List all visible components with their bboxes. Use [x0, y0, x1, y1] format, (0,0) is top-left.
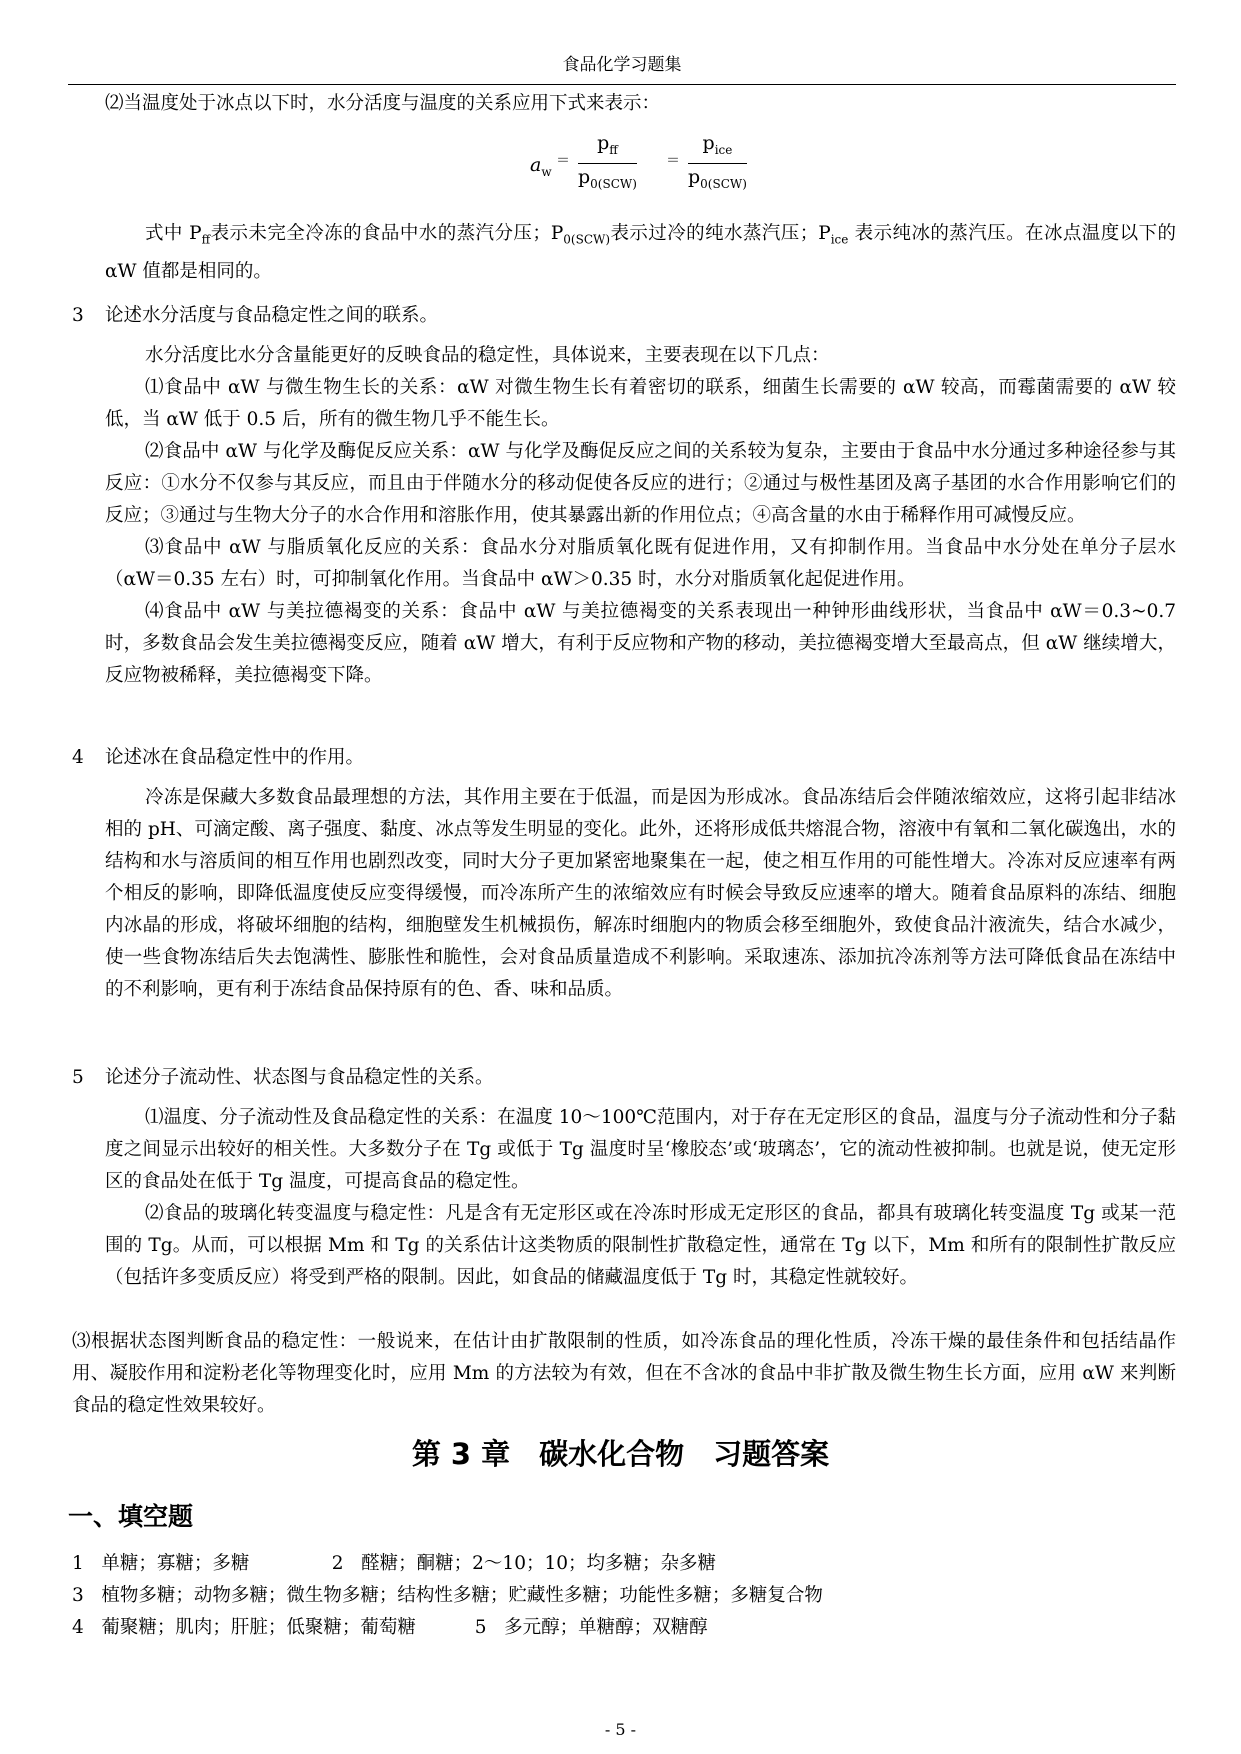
intro-text: ⑵当温度处于冰点以下时，水分活度与温度的关系应用下式来表示： [105, 93, 661, 114]
q5-paragraph-2: ⑵食品的玻璃化转变温度与稳定性：凡是含有无定形区或在冷冻时形成无定形区的食品，都具有玻璃化转变温度 Tg 或某一范围的 Tg。从而，可以根据 Mm 和 Tg 的关系估计这类物质的限制性扩散稳定性，通常在 Tg 以下，Mm 和所有的限制性扩散反应（包括许多变质反应）将受到严格的限制。因此，如食品的储藏温度低于 Tg 时，其稳定性就较好。 [105, 1203, 1176, 1288]
formula-explanation: 式中 $P_{ff}$表示未完全冷冻的食品中水的蒸汽分压；$P_{0(SCW)}$表示过冷的纯水蒸汽压；$P_{ice}$ 表示纯冰的蒸汽压。在冰点温度以下的 αW 值都是相同的。 [105, 223, 1177, 282]
header-rule [68, 84, 1176, 85]
question-5-answer-part-3 [72, 1326, 1176, 1422]
chapter-heading: 第 3 章 碳水化合物 习题答案 [411, 1437, 830, 1471]
question-4-title: 4 论述冰在食品稳定性中的作用。 [72, 747, 365, 768]
question-3-answer [105, 340, 1176, 692]
page-number: - 5 - [604, 1720, 637, 1739]
formula-fraction-1: $p_{ff}$ $p_{0(SCW)}$ [578, 132, 637, 191]
intro-line [105, 88, 1176, 120]
question-5-title: 5 论述分子流动性、状态图与食品稳定性的关系。 [72, 1067, 494, 1088]
question-3-title: 3 论述水分活度与食品稳定性之间的联系。 [72, 305, 439, 326]
q5-paragraph-1: ⑴温度、分子流动性及食品稳定性的关系：在温度 10～100℃范围内，对于存在无定形区的食品，温度与分子流动性和分子黏度之间显示出较好的相关性。大多数分子在 Tg 或低于 Tg 温度时呈‘橡胶态’或‘玻璃态’，它的流动性被抑制。也就是说，使无定形区的食品处在低于 Tg 温度，可提高食品的稳定性。 [105, 1107, 1176, 1192]
q3-paragraph-3: ⑶食品中 αW 与脂质氧化反应的关系：食品水分对脂质氧化既有促进作用，又有抑制作用。当食品中水分处在单分子层水（αW＝0.35 左右）时，可抑制氧化作用。当食品中 αW＞0.35 时，水分对脂质氧化起促进作用。 [105, 537, 1176, 590]
q3-paragraph-4: ⑷食品中 αW 与美拉德褐变的关系：食品中 αW 与美拉德褐变的关系表现出一种钟形曲线形状，当食品中 αW＝0.3~0.7 时，多数食品会发生美拉德褐变反应，随着 αW 增大，有利于反应物和产物的移动，美拉德褐变增大至最高点，但 αW 继续增大，反应物被稀释，美拉德褐变下降。 [105, 601, 1176, 686]
answer-line-2: 3 植物多糖；动物多糖；微生物多糖；结构性多糖；贮藏性多糖；功能性多糖；多糖复合物 [72, 1585, 823, 1606]
running-header: 食品化学习题集 [562, 55, 682, 75]
question-5-answer [105, 1102, 1176, 1294]
q3-paragraph-2: ⑵食品中 αW 与化学及酶促反应关系：αW 与化学及酶促反应之间的关系较为复杂，主要由于食品中水分通过多种途径参与其反应：①水分不仅参与其反应，而且由于伴随水分的移动促使各反应的进行；②通过与极性基团及离子基团的水合作用影响它们的反应；③通过与生物大分子的水合作用和溶胀作用，使其暴露出新的作用位点；④高含量的水由于稀释作用可减慢反应。 [105, 441, 1176, 526]
answer-line-1: 1 单糖；寡糖；多糖 2 醛糖；酮糖；2～10；10；均多糖；杂多糖 [72, 1553, 717, 1574]
formula-fraction-2: $p_{ice}$ $p_{0(SCW)}$ [688, 132, 747, 191]
formula-equals-2: ＝ [666, 153, 680, 169]
q4-paragraph-1: 冷冻是保藏大多数食品最理想的方法，其作用主要在于低温，而是因为形成冰。食品冻结后会伴随浓缩效应，这将引起非结冰相的 pH、可滴定酸、离子强度、黏度、冰点等发生明显的变化。此外，还将形成低共熔混合物，溶液中有氧和二氧化碳逸出，水的结构和水与溶质间的相互作用也剧烈改变，同时大分子更加紧密地聚集在一起，使之相互作用的可能性增大。冷冻对反应速率有两个相反的影响，即降低温度使反应变得缓慢，而冷冻所产生的浓缩效应有时候会导致反应速率的增大。随着食品原料的冻结、细胞内冰晶的形成，将破坏细胞的结构，细胞壁发生机械损伤，解冻时细胞内的物质会移至细胞外，致使食品汁液流失，结合水减少，使一些食物冻结后失去饱满性、膨胀性和脆性，会对食品质量造成不利影响。采取速冻、添加抗冷冻剂等方法可降低食品在冻结中的不利影响，更有利于冻结食品保持原有的色、香、味和品质。 [105, 787, 1176, 1000]
q3-paragraph-1: ⑴食品中 αW 与微生物生长的关系：αW 对微生物生长有着密切的联系，细菌生长需要的 αW 较高，而霉菌需要的 αW 较低，当 αW 低于 0.5 后，所有的微生物几乎不能生长。 [105, 377, 1176, 430]
q5-paragraph-3: ⑶根据状态图判断食品的稳定性：一般说来，在估计由扩散限制的性质，如冷冻食品的理化性质，冷冻干燥的最佳条件和包括结晶作用、凝胶作用和淀粉老化等物理变化时，应用 Mm 的方法较为有效，但在不含冰的食品中非扩散及微生物生长方面，应用 αW 来判断食品的稳定性效果较好。 [72, 1331, 1176, 1416]
question-4-answer [105, 782, 1176, 1006]
water-activity-formula [530, 132, 770, 202]
q3-paragraph-0: 水分活度比水分含量能更好的反映食品的稳定性，具体说来，主要表现在以下几点： [145, 345, 830, 366]
section-heading: 一、填空题 [68, 1502, 194, 1531]
formula-lhs: $a_w$ [530, 154, 552, 179]
answer-line-3: 4 葡聚糖；肌肉；肝脏；低聚糖；葡萄糖 5 多元醇；单糖醇；双糖醇 [72, 1617, 708, 1638]
formula-equals-1: ＝ [556, 153, 570, 169]
